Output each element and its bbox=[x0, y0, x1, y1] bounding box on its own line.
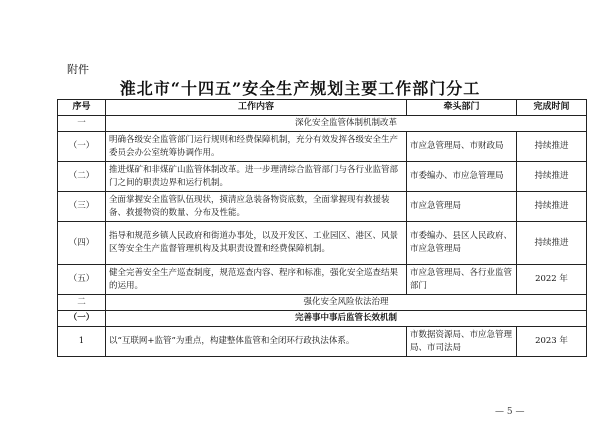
row-deadline: 持续推进 bbox=[517, 132, 587, 162]
page-number: — 5 — bbox=[495, 407, 525, 417]
row-number: （三） bbox=[58, 192, 106, 222]
row-content: 以“互联网+监管”为重点，构建整体监管和全闭环行政执法体系。 bbox=[106, 327, 407, 357]
section-row bbox=[58, 116, 587, 132]
row-deadline: 持续推进 bbox=[517, 222, 587, 265]
row-number: （二） bbox=[58, 162, 106, 192]
header-number: 序号 bbox=[58, 100, 106, 116]
row-deadline: 持续推进 bbox=[517, 192, 587, 222]
table-row bbox=[58, 222, 587, 265]
row-lead-dept: 市委编办、市应急管理局 bbox=[407, 162, 517, 192]
subsection-row bbox=[58, 311, 587, 327]
attachment-label: 附件 bbox=[67, 63, 89, 76]
row-deadline: 2022 年 bbox=[517, 265, 587, 295]
section-number: 二 bbox=[58, 295, 106, 311]
row-number: （一） bbox=[58, 132, 106, 162]
header-content: 工作内容 bbox=[106, 100, 407, 116]
header-deadline: 完成时间 bbox=[517, 100, 587, 116]
row-lead-dept: 市应急管理局、市财政局 bbox=[407, 132, 517, 162]
section-title: 强化安全风险依法治理 bbox=[106, 295, 587, 311]
row-content: 指导和规范乡镇人民政府和街道办事处，以及开发区、工业园区、港区、风景区等安全生产监督管理机构及其职责设置和经费保障机制。 bbox=[106, 222, 407, 265]
row-content: 健全完善安全生产巡查制度，规范巡查内容、程序和标准，强化安全巡查结果的运用。 bbox=[106, 265, 407, 295]
row-deadline: 持续推进 bbox=[517, 162, 587, 192]
table-row bbox=[58, 132, 587, 162]
row-content: 全面掌握安全监管队伍现状，摸清应急装备物资底数，全面掌握现有救援装备、救援物资的数量、分布及性能。 bbox=[106, 192, 407, 222]
row-number: （五） bbox=[58, 265, 106, 295]
subsection-number: （一） bbox=[58, 311, 106, 327]
header-lead-dept: 牵头部门 bbox=[407, 100, 517, 116]
row-lead-dept: 市委编办、县区人民政府、市应急管理局 bbox=[407, 222, 517, 265]
row-content: 推进煤矿和非煤矿山监管体制改革。进一步理清综合监管部门与各行业监管部门之间的职责边界和运行机制。 bbox=[106, 162, 407, 192]
subsection-title: 完善事中事后监管长效机制 bbox=[106, 311, 587, 327]
row-lead-dept: 市应急管理局、各行业监管部门 bbox=[407, 265, 517, 295]
row-number: 1 bbox=[58, 327, 106, 357]
row-number: （四） bbox=[58, 222, 106, 265]
section-row bbox=[58, 295, 587, 311]
row-lead-dept: 市数据资源局、市应急管理局、市司法局 bbox=[407, 327, 517, 357]
section-title: 深化安全监管体制机制改革 bbox=[106, 116, 587, 132]
row-deadline: 2023 年 bbox=[517, 327, 587, 357]
work-division-table bbox=[57, 99, 587, 357]
table-header-row bbox=[58, 100, 587, 116]
row-lead-dept: 市应急管理局 bbox=[407, 192, 517, 222]
section-number: 一 bbox=[58, 116, 106, 132]
table-row bbox=[58, 192, 587, 222]
row-content: 明确各级安全监管部门运行规则和经费保障机制，充分有效发挥各级安全生产委员会办公室统筹协调作用。 bbox=[106, 132, 407, 162]
table-row bbox=[58, 162, 587, 192]
table-row bbox=[58, 265, 587, 295]
document-title: 淮北市“十四五”安全生产规划主要工作部门分工 bbox=[119, 79, 481, 98]
table-row bbox=[58, 327, 587, 357]
